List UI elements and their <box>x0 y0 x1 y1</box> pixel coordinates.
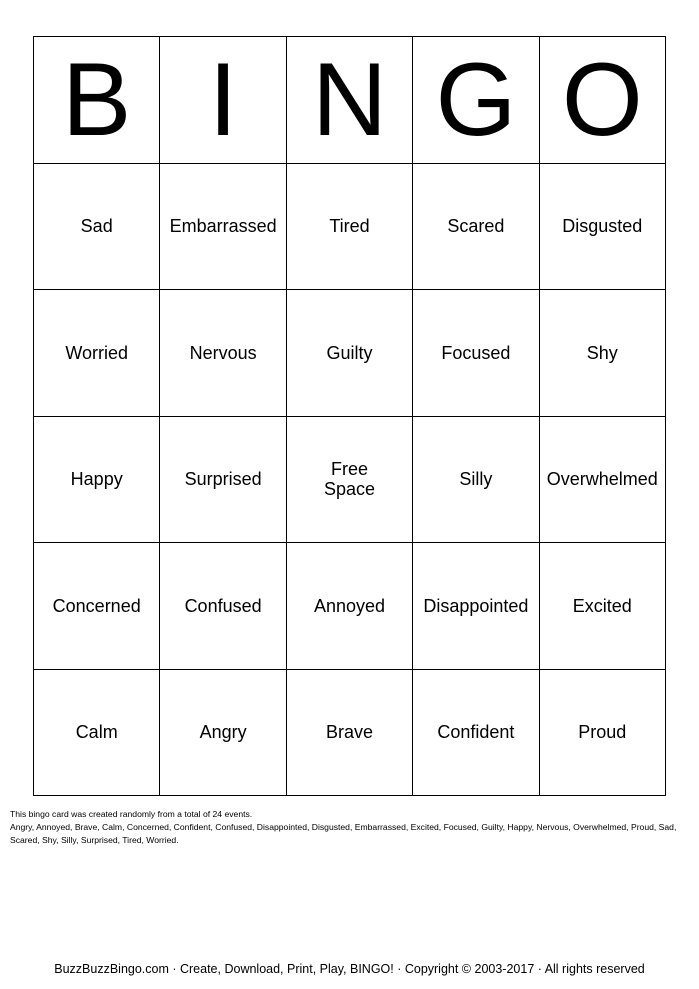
page-footer: BuzzBuzzBingo.com · Create, Download, Print, Play, BINGO! · Copyright © 2003-2017 · All rights reserved <box>54 962 645 976</box>
header-letter-g: G <box>413 37 539 164</box>
bingo-cell: Focused <box>413 290 539 417</box>
bingo-cell: Nervous <box>160 290 286 417</box>
bingo-cell: Calm <box>34 670 160 797</box>
header-letter-i: I <box>160 37 286 164</box>
free-space-line-1: Free <box>330 459 368 480</box>
bingo-cell: Confused <box>160 543 286 670</box>
header-letter-o: O <box>540 37 666 164</box>
header-letter-n: N <box>287 37 413 164</box>
bingo-card <box>33 36 666 796</box>
free-space-cell <box>287 417 413 544</box>
bingo-cell: Happy <box>34 417 160 544</box>
bingo-cell: Sad <box>34 164 160 291</box>
event-list-footnote <box>10 808 692 847</box>
bingo-cell: Concerned <box>34 543 160 670</box>
bingo-cell: Brave <box>287 670 413 797</box>
bingo-cell: Proud <box>540 670 666 797</box>
bingo-cell: Embarrassed <box>160 164 286 291</box>
bingo-cell: Angry <box>160 670 286 797</box>
bingo-cell: Excited <box>540 543 666 670</box>
free-space-line-2: Space <box>323 479 376 500</box>
bingo-cell: Worried <box>34 290 160 417</box>
bingo-cell: Confident <box>413 670 539 797</box>
footnote-summary: This bingo card was created randomly from a total of 24 events. <box>10 809 253 819</box>
bingo-cell: Scared <box>413 164 539 291</box>
bingo-cell: Silly <box>413 417 539 544</box>
bingo-cell: Shy <box>540 290 666 417</box>
bingo-cell: Tired <box>287 164 413 291</box>
bingo-cell: Guilty <box>287 290 413 417</box>
bingo-cell: Surprised <box>160 417 286 544</box>
bingo-cell: Disappointed <box>413 543 539 670</box>
bingo-cell: Annoyed <box>287 543 413 670</box>
bingo-cell: Overwhelmed <box>540 417 666 544</box>
header-letter-b: B <box>34 37 160 164</box>
footnote-event-list: Angry, Annoyed, Brave, Calm, Concerned, Confident, Confused, Disappointed, Disgusted, Embarrassed, Excited, Focused, Guilty, Happy, Nervous, Overwhelmed, Proud, Sad, Scared, Shy, Silly, Surprised, Tired, Worried. <box>10 822 677 845</box>
bingo-cell: Disgusted <box>540 164 666 291</box>
